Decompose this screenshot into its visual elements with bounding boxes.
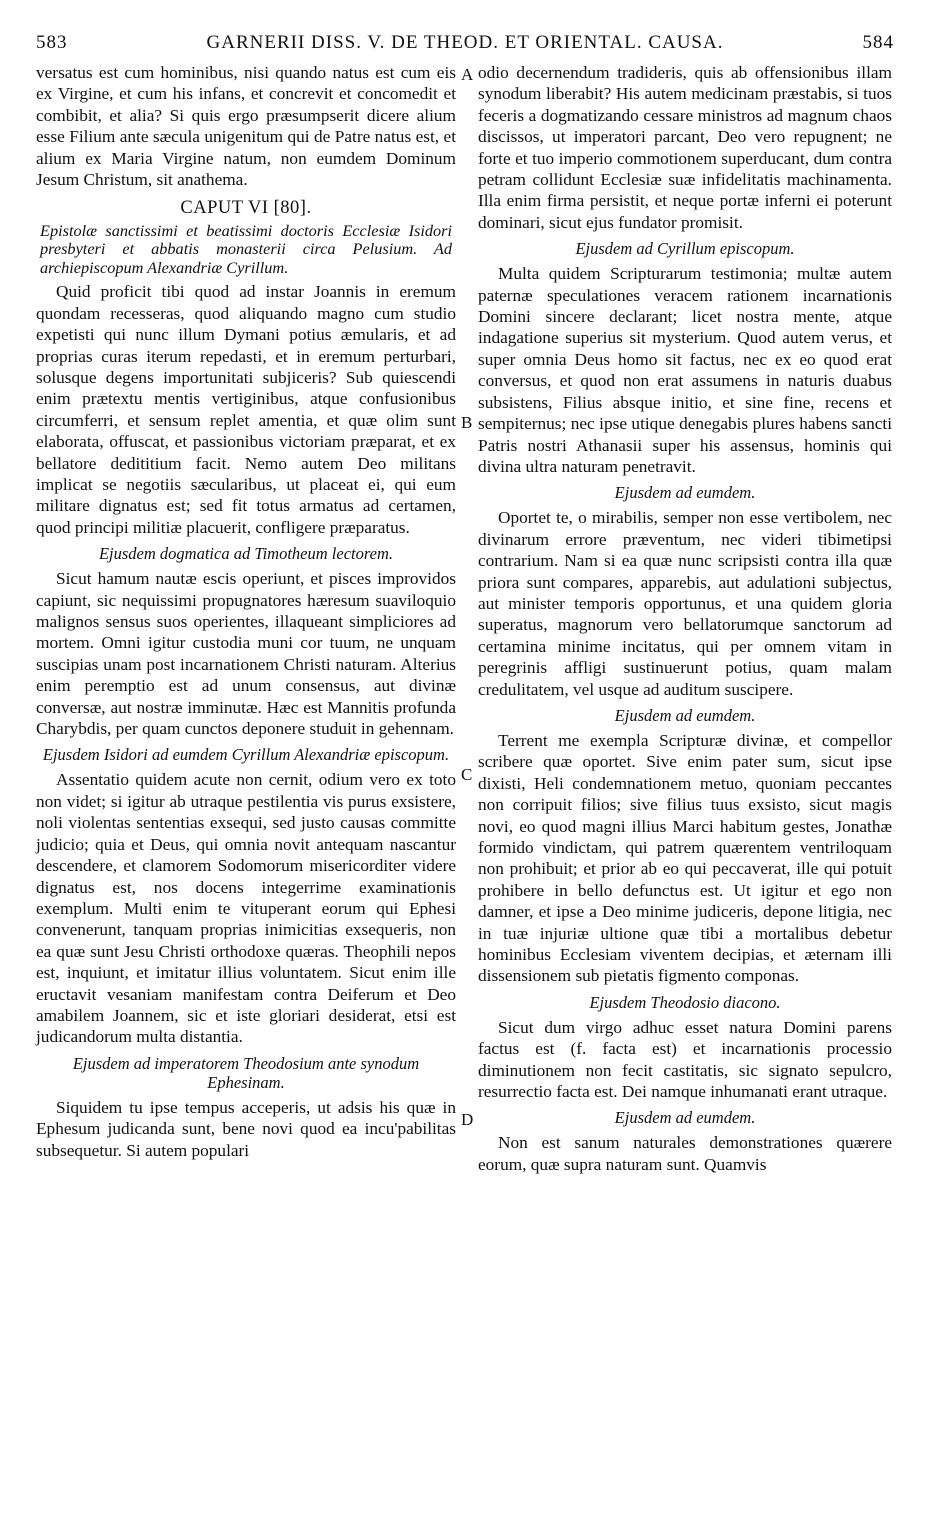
chapter-heading: CAPUT VI [80].: [180, 198, 312, 219]
left-paragraph-4: Siquidem tu ipse tempus acceperis, ut adsis his quæ in Ephesum judicanda sunt, bene novi quod ea incu'pabilitas subsequetur. Si autem populari: [36, 1097, 456, 1160]
right-heading-1: Ejusdem ad Cyrillum episcopum.: [575, 239, 795, 259]
left-paragraph-3: Assentatio quidem acute non cernit, odium vero ex toto non videt; si igitur ab utraque pestilentia vis purus exsistere, noli violentas sententias exsequi, sed justo causas committe judicio; quia et Deus, qui omnia novit antequam nascantur descendere, et clamorem Sodomorum misericorditer videre dignatus est, nos docens integerrime examinationis exemplum. Multi enim te vituperant eorum qui Ephesi convenerunt, tanquam proprias inimicitias exsequeris, non ea quæ sunt Jesu Christi orthodoxe quæras. Theophili nepos est, inquiunt, et imitatur illius voluntatem. Sicut enim ille eructavit vesaniam manifestam contra Deiferum et Deo amabilem Joannem, sic et iste gloriari desiderat, etsi est judicandorum multa distantia.: [36, 770, 456, 1047]
margin-marker-c: C: [461, 765, 473, 784]
left-paragraph-2: Sicut hamum nautæ escis operiunt, et pisces improvidos capiunt, sic nequissimi propugnatores hæresum suaviloquio malignos sensus suos operientes, illaqueant simpliciores ad mortem. Omni igitur custodia muni cor tuum, ne unquam suscipias unam post incarnationem Christi naturam. Alterius enim peremptio est ad unum consensus, aut divinæ conversæ, aut nostræ imminutæ. Hæc est Mannitis profunda Charybdis, per quam cunctos deponere studuit in gehennam.: [36, 569, 456, 739]
page-number-left: 583: [36, 32, 68, 53]
left-heading-4: Ejusdem ad imperatorem Theodosium ante synodum Ephesinam.: [72, 1053, 420, 1092]
right-heading-5: Ejusdem ad eumdem.: [614, 1108, 756, 1128]
left-column: [36, 62, 456, 1161]
right-paragraph-4: Sicut dum virgo adhuc esset natura Domini parens factus est (f. facta est) et incarnationis processio diminutionem non fecit castitatis, sic signato sepulcro, resurrectio facta est. Dei namque inhumanati erant utraque.: [478, 1017, 892, 1102]
margin-marker-d: D: [461, 1110, 474, 1129]
running-title: GARNERII DISS. V. DE THEOD. ET ORIENTAL. CAUSA.: [206, 32, 724, 53]
left-heading-3: Ejusdem Isidori ad eumdem Cyrillum Alexandriæ episcopum.: [42, 745, 450, 765]
right-heading-4: Ejusdem Theodosio diacono.: [589, 992, 781, 1012]
chapter-subtitle: Epistolæ sanctissimi et beatissimi doctoris Ecclesiæ Isidori presbyteri et abbatis monasterii circa Pelusium. Ad archiepiscopum Alexandriæ Cyrillum.: [40, 220, 452, 277]
right-paragraph-5: Non est sanum naturales demonstrationes quærere eorum, quæ supra naturam sunt. Quamvis: [478, 1133, 892, 1174]
margin-marker-b: B: [461, 413, 473, 432]
left-intro-paragraph: versatus est cum hominibus, nisi quando natus est cum eis ex Virgine, et cum his infans, et concrevit et concomedit et combibit, et alia? Si quis ergo præsumpserit dicere alium esse Filium ante sæcula unigenitum qui de Patre natus est, et alium ex Maria Virgine natum, non eumdem Dominum Jesum Christum, sit anathema.: [36, 63, 456, 190]
right-paragraph-2: Oportet te, o mirabilis, semper non esse vertibolem, nec divinarum errore præventum, nec videri tibimetipsi contrarium. Nam si ea quæ nunc scripsisti contra illa quæ priora sunt compares, apparebis, aut adulationi subjectus, aut minister temporis opportunus, et una quidem gloria superatus, magnorum vero bellatorumque sanctorum ad certamina minime incitatus, qui per omnem vitam in peregrinis affligi sustinuerunt potius, quam malam credulitatem, vel usque ad auditum suscipere.: [478, 508, 892, 699]
left-paragraph-1: Quid proficit tibi quod ad instar Joannis in eremum quondam recesseras, quod aliquando magno cum studio expetisti qui nunc illum Dymani potius æmularis, et ad proprias curas iterum repedasti, et in eremum perturbari, solusque degens importunitati subjiceris? Sub quiescendi enim prætextu mentis vertiginibus, atque confusionibus circumferri, et sensum replet amentia, et quæ olim sunt elaborata, offuscat, et passionibus victoriam præparat, et ex bellatore dedititium facit. Nemo autem Deo militans implicat se negotiis sæcularibus, ut placeat ei, qui eum militare dignatus est; sed fit totus armatus ad certamen, quod principi militiæ placuerit, confligere præparatus.: [36, 282, 456, 537]
right-column: [478, 62, 892, 1175]
right-paragraph-3: Terrent me exempla Scripturæ divinæ, et compellor scribere quæ oportet. Sive enim pater sum, sicut ipse dixisti, Heli condemnationem metuo, quoniam peccantes non corripuit filios; sive filius tuus exsisto, sicut magis novi, eo quod magni illius Marci habitum gestes, Jonathæ formido vindictam, qui patrem quærentem ventriloquam non prohibuit; et prior ab eo qui peccaverat, ille qui potuit prohibere in bello defunctus est. Ut igitur et ego non damner, et ipse a Deo minime judiceris, depone litigia, nec in tuæ injuriæ ultione quæ tibi a mortalibus debetur hominibus Ecclesiam viventem decipias, et æternam illi dissensionem sub pietatis figmento componas.: [478, 730, 892, 986]
page-number-right: 584: [862, 32, 894, 53]
right-heading-3: Ejusdem ad eumdem.: [614, 705, 756, 725]
running-header: [36, 32, 894, 62]
right-heading-2: Ejusdem ad eumdem.: [614, 483, 756, 503]
right-intro-paragraph: odio decernendum tradideris, quis ab offensionibus illam synodum liberabit? His autem medicinam præstabis, si tuos feceris a dogmatizando cessare ministros ad magnum chaos discissos, ut imperatori parcant, Deo vero repugnent; ne forte et tuo imperio commotionem superducant, dum contra petram collidunt Ecclesiæ suæ infidelitatis machinamenta. Illa enim firma persistit, et neque portæ inferni ei poterunt dominari, sicut ejus fundator promisit.: [478, 63, 892, 232]
right-paragraph-1: Multa quidem Scripturarum testimonia; multæ autem paternæ speculationes veracem rationem incarnationis Domini sincere declarant; licet nostra mente, atque indagatione superius sit mysterium. Quod autem verus, et super omnia Deus homo sit factus, nec ex eo quod erat conversus, et quod non erat assumens in naturis duabus subsistens, Filius absque initio, et sine fine, recens et sempiternus; nec ipse utique denegabis plures habens sancti Patris nostri Athanasii super his assensus, hominis qui divina ultra naturam penetravit.: [478, 264, 892, 476]
margin-marker-a: A: [461, 65, 474, 84]
left-heading-2: Ejusdem dogmatica ad Timotheum lectorem.: [98, 544, 394, 564]
